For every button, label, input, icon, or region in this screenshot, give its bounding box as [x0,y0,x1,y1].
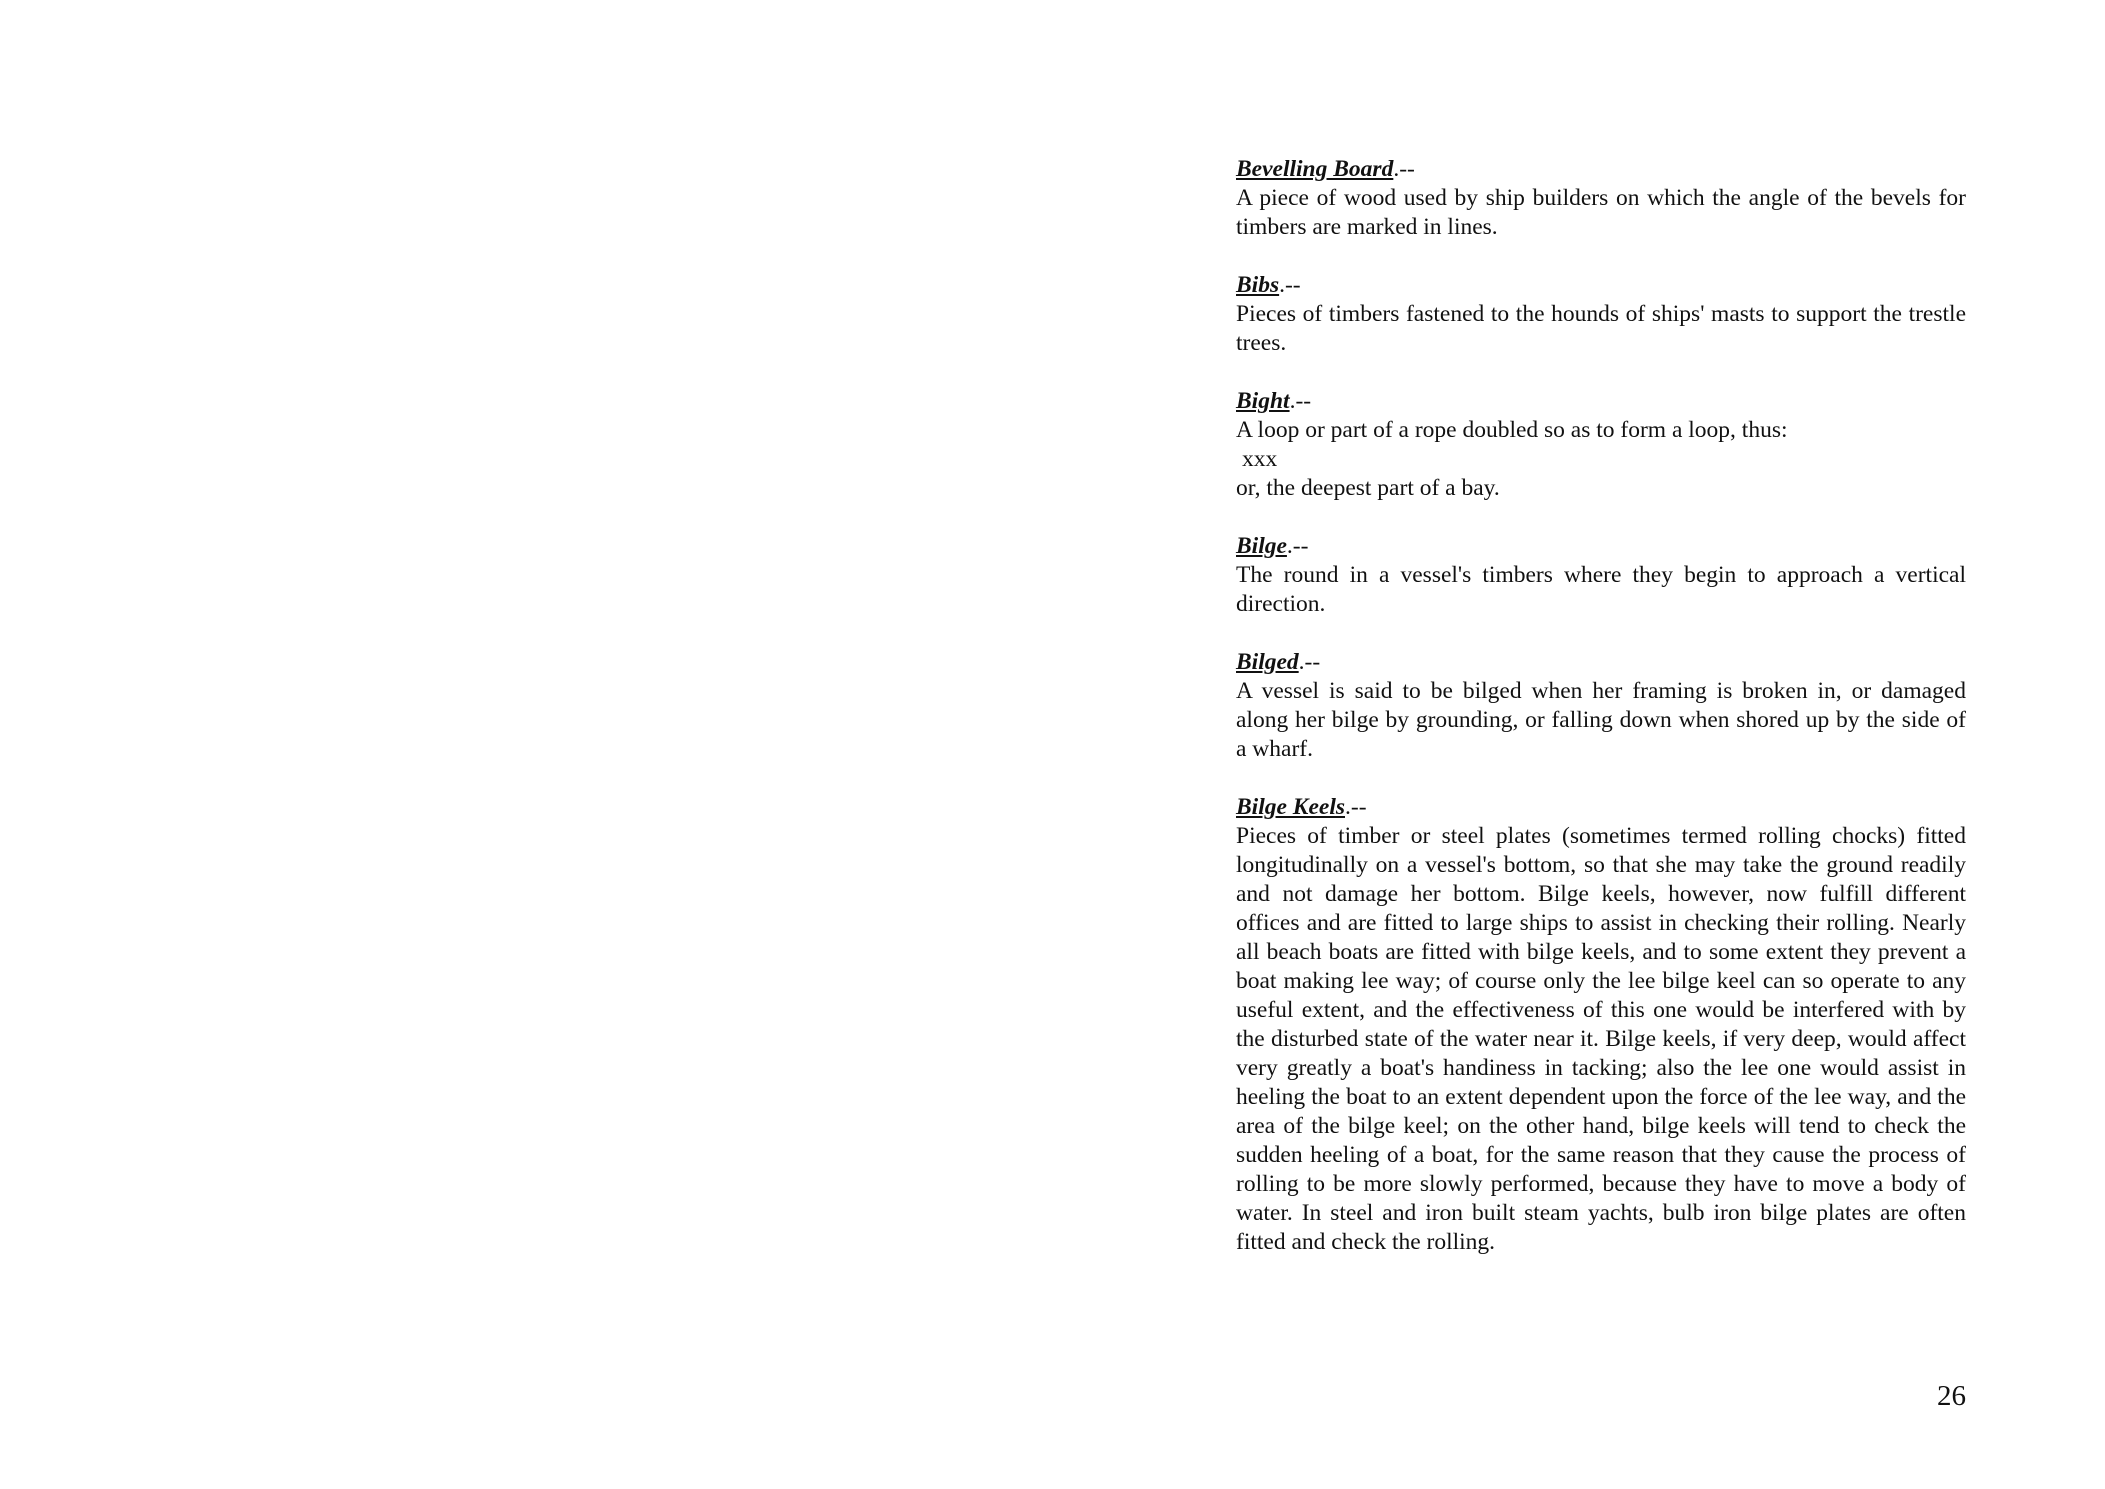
entry-definition-continued: or, the deepest part of a bay. [1236,475,1500,501]
entry-term-suffix: .-- [1393,156,1415,182]
glossary-entry-bilged [1236,648,1966,764]
entry-term: Bilged [1236,649,1299,675]
entry-term: Bight [1236,388,1290,414]
entry-illustration-placeholder: xxx [1242,446,1278,472]
entry-term-suffix: .-- [1289,388,1312,414]
entry-term-suffix: .-- [1286,533,1309,559]
glossary-entry-bilge [1236,532,1966,619]
glossary-entry-bibs [1236,271,1966,358]
entry-term-suffix: .-- [1279,272,1301,298]
entry-term: Bibs [1236,272,1280,298]
entry-term-suffix: .-- [1298,649,1321,675]
entry-term: Bilge Keels [1236,794,1345,820]
entry-definition: A piece of wood used by ship builders on which the angle of the bevels for timbers are marked in lines. [1236,185,1966,240]
right-page [1052,0,2105,1489]
entry-definition: A loop or part of a rope doubled so as to form a loop, thus: [1236,417,1788,443]
page-number: 26 [1937,1380,1966,1412]
glossary-entry-bight [1236,387,1966,503]
entry-definition: Pieces of timbers fastened to the hounds of ships' masts to support the trestle trees. [1236,301,1966,356]
glossary-entry-bilge-keels [1236,793,1966,1257]
entry-definition: Pieces of timber or steel plates (sometimes termed rolling chocks) fitted longitudinally on a vessel's bottom, so that she may take the ground readily and not damage her bottom. Bilge keels, however, now fulfill different offices and are fitted to large ships to assist in checking their rolling. Nearly all beach boats are fitted with bilge keels, and to some extent they prevent a boat making lee way; of course only the lee bilge keel can so operate to any useful extent, and the effectiveness of this one would be interfered with by the disturbed state of the water near it. Bilge keels, if very deep, would affect very greatly a boat's handiness in tacking; also the lee one would assist in heeling the boat to an extent dependent upon the force of the lee way, and the area of the bilge keel; on the other hand, bilge keels will tend to check the sudden heeling of a boat, for the same reason that they cause the process of rolling to be more slowly performed, because they have to move a body of water. In steel and iron built steam yachts, bulb iron bilge plates are often fitted and check the rolling. [1236,823,1966,1255]
entry-term: Bevelling Board [1236,156,1394,182]
entry-definition: The round in a vessel's timbers where they begin to approach a vertical direction. [1236,562,1966,617]
entry-term: Bilge [1236,533,1287,559]
entry-term-suffix: .-- [1345,794,1367,820]
glossary-entry-bevelling-board [1236,155,1966,242]
glossary-column [1236,155,1966,1286]
left-page-blank [0,0,1052,1489]
entry-definition: A vessel is said to be bilged when her framing is broken in, or damaged along her bilge by grounding, or falling down when shored up by the side of a wharf. [1236,678,1966,762]
